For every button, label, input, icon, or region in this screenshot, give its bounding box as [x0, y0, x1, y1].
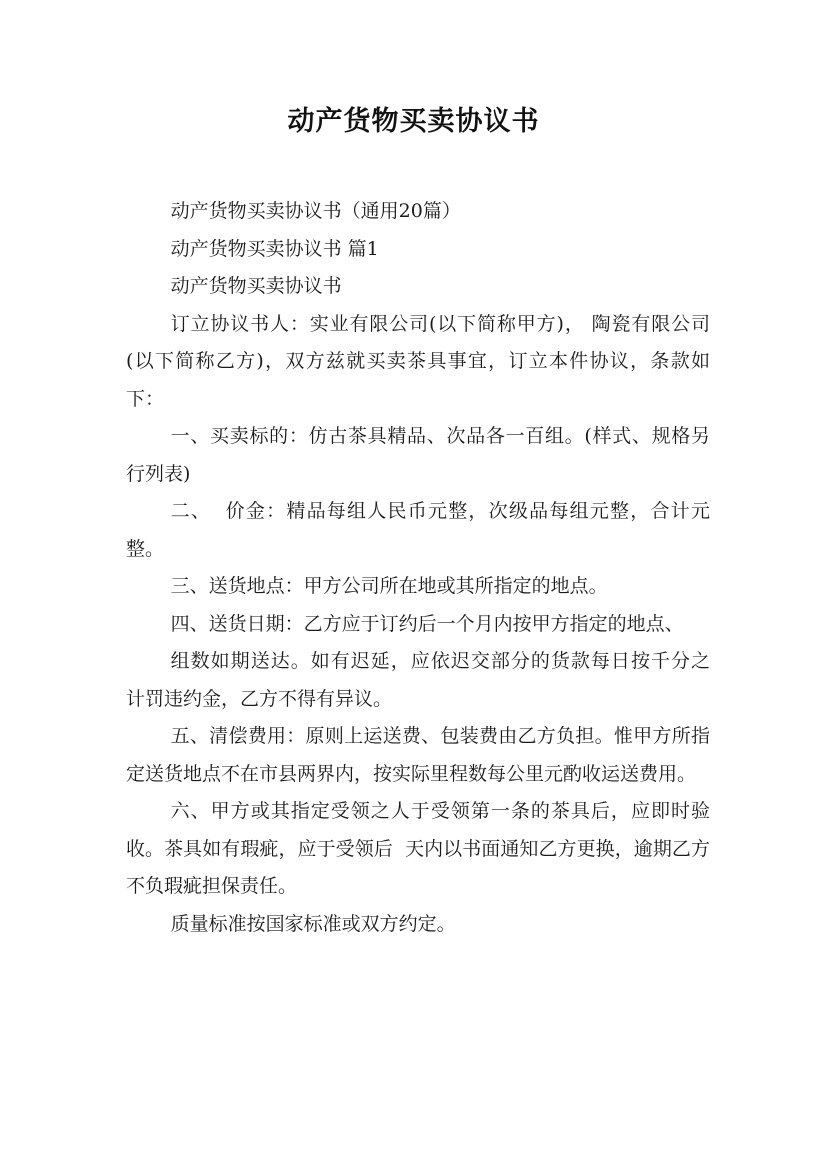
paragraph-clause-6: 六、甲方或其指定受领之人于受领第一条的茶具后，应即时验收。茶具如有瑕疵，应于受领后 天内以书面通知乙方更换，逾期乙方不负瑕疵担保责任。 [126, 800, 710, 897]
document-body [126, 193, 723, 943]
paragraph-section-heading: 动产货物买卖协议书 篇1 [170, 237, 379, 260]
paragraph-clause-3: 三、送货地点：甲方公司所在地或其所指定的地点。 [170, 575, 608, 597]
paragraph-subtitle: 动产货物买卖协议书（通用20篇） [170, 200, 461, 222]
paragraph-clause-1: 一、买卖标的：仿古茶具精品、次品各一百组。(样式、规格另行列表) [126, 425, 710, 485]
paragraph-parties: 订立协议书人：实业有限公司(以下简称甲方)， 陶瓷有限公司(以下简称乙方)，双方兹就买卖茶具事宜，订立本件协议，条款如下： [126, 312, 710, 410]
paragraph-clause-4: 四、送货日期：乙方应于订约后一个月内按甲方指定的地点、 [170, 612, 684, 635]
paragraph-clause-5: 五、清偿费用：原则上运送费、包装费由乙方负担。惟甲方所指定送货地点不在市县两界内，按实际里程数每公里元酌收运送费用。 [126, 725, 710, 785]
document-title: 动产货物买卖协议书 [287, 106, 540, 137]
paragraph-quality-standard: 质量标准按国家标准或双方约定。 [170, 912, 456, 935]
paragraph-agreement-name: 动产货物买卖协议书 [170, 275, 342, 297]
paragraph-clause-2: 二、 价金：精品每组人民币元整，次级品每组元整，合计元整。 [126, 500, 710, 560]
paragraph-clause-4-continued: 组数如期送达。如有迟延，应依迟交部分的货款每日按千分之 计罚违约金，乙方不得有异议。 [126, 650, 723, 710]
